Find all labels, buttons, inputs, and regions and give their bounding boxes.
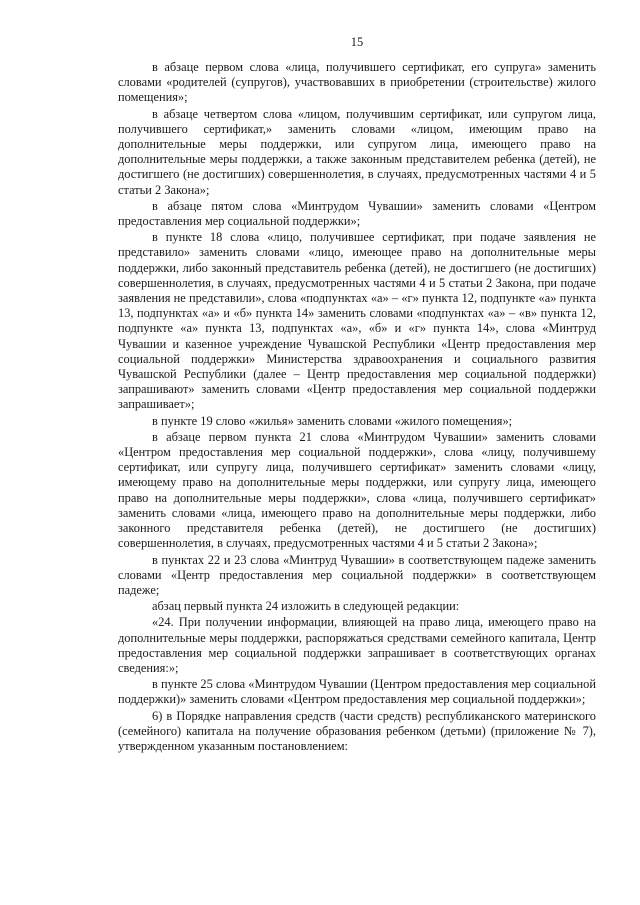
paragraph: в пункте 19 слово «жилья» заменить словами «жилого помещения»; [152,413,513,428]
paragraph: в абзаце первом слова «лица, получившего сертификат, его супруга» заменить словами «родителей (супругов), участвовавших в приобретении (строительстве) жилого помещения»; [118,60,596,105]
paragraph: 6) в Порядке направления средств (части средств) республиканского материнского (семейного) капитала на получение образования ребенком (детьми) (приложение № 7), утвержденном указанным постановлением: [118,708,596,753]
document-body [118,60,596,755]
paragraph: в абзаце пятом слова «Минтрудом Чувашии» заменить словами «Центром предоставления мер социальной поддержки»; [118,198,596,229]
paragraph: «24. При получении информации, влияющей на право лица, имеющего право на дополнительные меры поддержки, распоряжаться средствами семейного капитала, Центр предоставления мер социальной поддержки запрашивает в соответствующих органах сведения:»; [118,615,596,675]
paragraph: в пункте 18 слова «лицо, получившее сертификат, при подаче заявления не представило» заменить словами «лицо, имеющее право на дополнительные меры поддержки, либо законный представитель ребенка (детей), не достигшего (не достигших) совершеннолетия, в случаях, предусмотренных частями 4 и 5 статьи 2 Закона, при подаче заявления не представили», слова «подпунктах «а» – «г» пункта 12, подпункте «а» пункта 13, подпунктах «а» и «б» пункта 14» заменить словами «подпунктах «а» – «в» пункта 12, подпункте «а» пункта 13, подпунктах «а», «б» и «г» пункта 14», слова «Минтруд Чувашии и казенное учреждение Чувашской Республики «Центр предоставления мер социальной поддержки» Министерства здравоохранения и социального развития Чувашской Республики (далее – Центр предоставления мер социальной поддержки) запрашивают» заменить словами «Центр предоставления мер социальной поддержки запрашивает»; [118,230,596,412]
paragraph: в абзаце четвертом слова «лицом, получившим сертификат, или супругом лица, получившего сертификат,» заменить словами «лицом, имеющим право на дополнительные меры поддержки, или супругом лица, имеющего право на дополнительные меры поддержки, а также законным представителем ребенка (детей), не достигшего (не достигших) совершеннолетия, в случаях, предусмотренных частями 4 и 5 статьи 2 Закона»; [118,106,596,197]
page-number: 15 [350,35,364,49]
paragraph: в абзаце первом пункта 21 слова «Минтрудом Чувашии» заменить словами «Центром предоставления мер социальной поддержки», слова «лицу, получившему сертификат, или супругу лица, получившего сертификат» заменить словами «лицу, имеющему право на дополнительные меры поддержки, или супругу лица, имеющего право на дополнительные меры поддержки», слова «лица, получившего сертификат» заменить словами «лица, имеющего право на дополнительные меры поддержки, либо законного представителя ребенка (детей), не достигшего (не достигших) совершеннолетия, в случаях, предусмотренных частями 4 и 5 статьи 2 Закона»; [118,429,596,551]
paragraph: в пунктах 22 и 23 слова «Минтруд Чувашии» в соответствующем падеже заменить словами «Центр предоставления мер социальной поддержки» в соответствующем падеже; [118,552,596,597]
paragraph: в пункте 25 слова «Минтрудом Чувашии (Центром предоставления мер социальной поддержки)» заменить словами «Центром предоставления мер социальной поддержки»; [118,677,596,707]
paragraph: абзац первый пункта 24 изложить в следующей редакции: [152,599,460,614]
